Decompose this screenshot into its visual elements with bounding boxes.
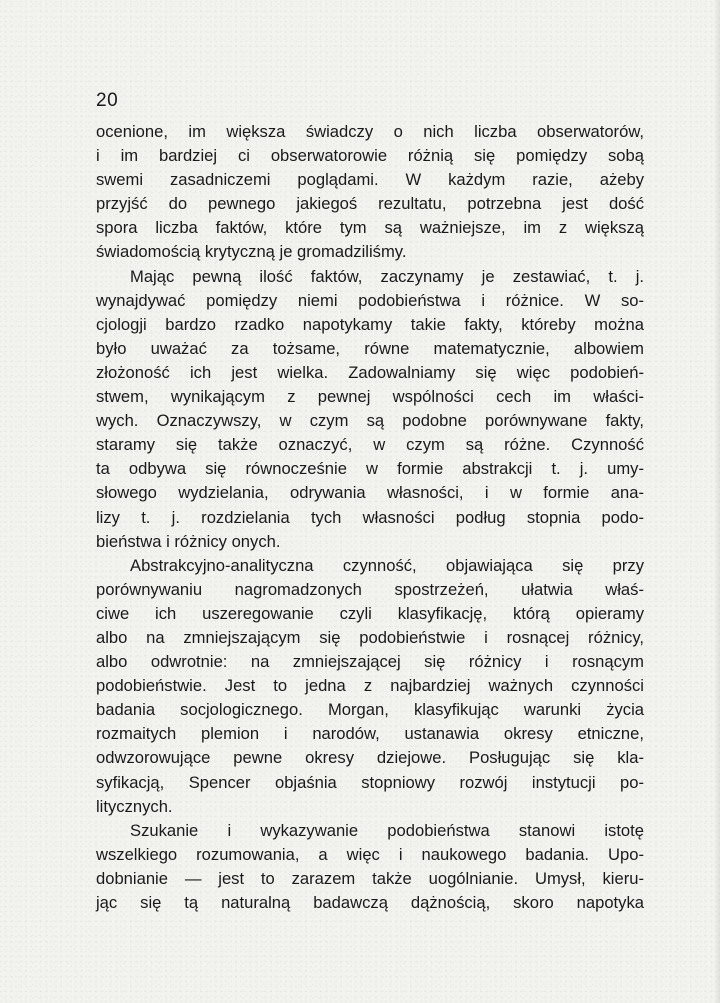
text-line: było uważać za tożsame, równe matematycznie, albowiem: [96, 338, 644, 358]
paragraph-2: [96, 265, 644, 554]
text-line: porównywaniu nagromadzonych spostrzeżeń, ułatwia właś-: [96, 579, 644, 599]
text-line: syfikacją, Spencer objaśnia stopniowy rozwój instytucji po-: [96, 772, 644, 792]
text-line: swemi zasadniczemi poglądami. W każdym razie, ażeby: [96, 170, 644, 190]
paragraph-4: [96, 819, 644, 915]
text-line: albo odwrotnie: na zmniejszającej się różnicy i rosnącym: [96, 652, 644, 672]
text-line: rozmaitych plemion i narodów, ustanawia okresy etniczne,: [96, 724, 644, 744]
text-line: słowego wydzielania, odrywania własności, i w formie ana-: [96, 483, 644, 503]
text-line: przyjść do pewnego jakiegoś rezultatu, potrzebna jest dość: [96, 194, 644, 214]
text-line: Szukanie i wykazywanie podobieństwa stanowi istotę: [130, 820, 644, 840]
text-line: Mając pewną ilość faktów, zaczynamy je zestawiać, t. j.: [130, 266, 644, 286]
text-line: dobnianie — jest to zarazem także uogólnianie. Umysł, kieru-: [96, 868, 644, 888]
text-line: wszelkiego rozumowania, a więc i naukowego badania. Upo-: [96, 844, 644, 864]
page-edge-shadow: [714, 0, 720, 1003]
body-text: [96, 120, 644, 915]
text-line: wynajdywać pomiędzy niemi podobieństwa i różnice. W so-: [96, 290, 644, 310]
page-number: 20: [96, 90, 119, 111]
paragraph-3: [96, 554, 644, 819]
text-line: świadomością krytyczną je gromadziliśmy.: [96, 242, 407, 262]
text-line: wych. Oznaczywszy, w czym są podobne porównywane fakty,: [96, 411, 644, 431]
paragraph-1: [96, 120, 644, 265]
text-line: bieństwa i różnicy onych.: [96, 531, 281, 551]
text-line: stwem, wynikającym z pewnej wspólności cech im właści-: [96, 387, 644, 407]
text-line: ocenione, im większa świadczy o nich liczba obserwatorów,: [96, 122, 644, 141]
text-line: i im bardziej ci obserwatorowie różnią się pomiędzy sobą: [96, 146, 644, 166]
text-line: Abstrakcyjno-analityczna czynność, objawiająca się przy: [130, 555, 644, 575]
text-line: badania socjologicznego. Morgan, klasyfikując warunki życia: [96, 700, 644, 720]
text-line: odwzorowujące pewne okresy dziejowe. Posługując się kla-: [96, 748, 644, 768]
text-line: spora liczba faktów, które tym są ważniejsze, im z większą: [96, 218, 644, 238]
text-line: cjologji bardzo rzadko napotykamy takie fakty, któreby można: [96, 314, 644, 334]
text-line: ta odbywa się równocześnie w formie abstrakcji t. j. umy-: [96, 459, 644, 479]
text-line: podobieństwie. Jest to jedna z najbardziej ważnych czynności: [96, 676, 644, 696]
text-line: albo na zmniejszającym się podobieństwie i rosnącej różnicy,: [96, 627, 644, 647]
text-line: jąc się tą naturalną badawczą dążnością, skoro napotyka: [96, 893, 644, 912]
text-line: staramy się także oznaczyć, w czym są różne. Czynność: [96, 435, 644, 455]
text-line: litycznych.: [96, 796, 173, 816]
text-line: złożoność ich jest wielka. Zadowalniamy się więc podobień-: [96, 362, 644, 382]
text-line: lizy t. j. rozdzielania tych własności podług stopnia podo-: [96, 507, 644, 527]
text-line: ciwe ich uszeregowanie czyli klasyfikację, którą opieramy: [96, 603, 644, 623]
